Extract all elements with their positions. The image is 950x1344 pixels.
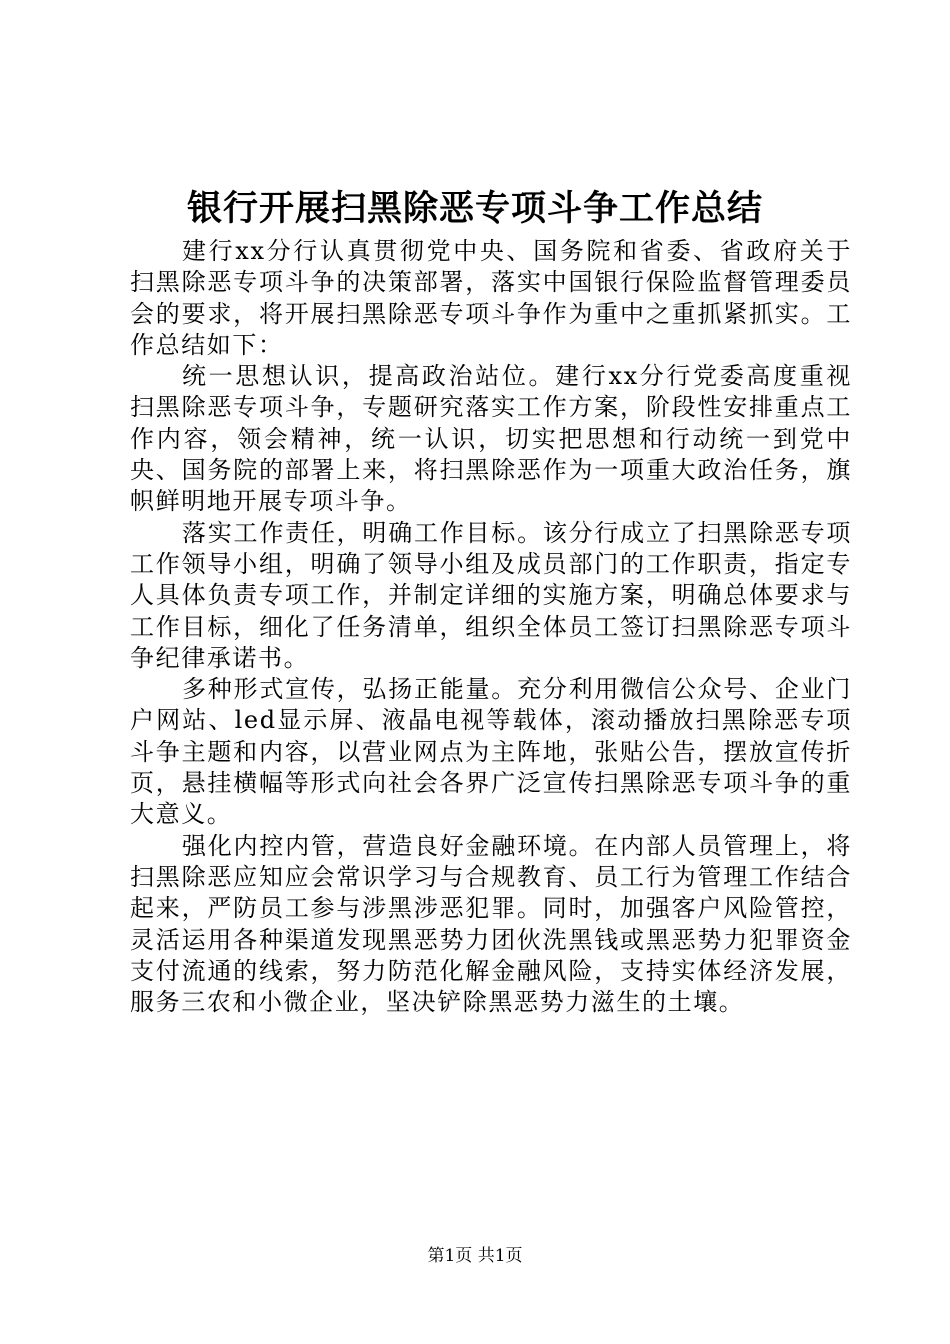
document-body: [130, 236, 852, 1018]
paragraph-unify-thinking: 统一思想认识，提高政治站位。建行xx分行党委高度重视扫黑除恶专项斗争，专题研究落实工作方案，阶段性安排重点工作内容，领会精神，统一认识，切实把思想和行动统一到党中央、国务院的部署上来，将扫黑除恶作为一项重大政治任务，旗帜鲜明地开展专项斗争。: [130, 362, 852, 516]
document-title: 银行开展扫黑除恶专项斗争工作总结: [186, 188, 763, 229]
paragraph-responsibility: 落实工作责任，明确工作目标。该分行成立了扫黑除恶专项工作领导小组，明确了领导小组及成员部门的工作职责，指定专人具体负责专项工作，并制定详细的实施方案，明确总体要求与工作目标，细化了任务清单，组织全体员工签订扫黑除恶专项斗争纪律承诺书。: [130, 518, 852, 672]
page-number-footer: 第1页 共1页: [427, 1246, 523, 1266]
paragraph-intro: 建行xx分行认真贯彻党中央、国务院和省委、省政府关于扫黑除恶专项斗争的决策部署，落实中国银行保险监督管理委员会的要求，将开展扫黑除恶专项斗争作为重中之重抓紧抓实。工作总结如下：: [130, 237, 852, 359]
paragraph-internal-control: 强化内控内管，营造良好金融环境。在内部人员管理上，将扫黑除恶应知应会常识学习与合规教育、员工行为管理工作结合起来，严防员工参与涉黑涉恶犯罪。同时，加强客户风险管控，灵活运用各种渠道发现黑恶势力团伙洗黑钱或黑恶势力犯罪资金支付流通的线索，努力防范化解金融风险，支持实体经济发展，服务三农和小微企业，坚决铲除黑恶势力滋生的土壤。: [130, 831, 852, 1017]
paragraph-publicity: 多种形式宣传，弘扬正能量。充分利用微信公众号、企业门户网站、led显示屏、液晶电视等载体，滚动播放扫黑除恶专项斗争主题和内容，以营业网点为主阵地，张贴公告，摆放宣传折页，悬挂横幅等形式向社会各界广泛宣传扫黑除恶专项斗争的重大意义。: [130, 675, 852, 829]
